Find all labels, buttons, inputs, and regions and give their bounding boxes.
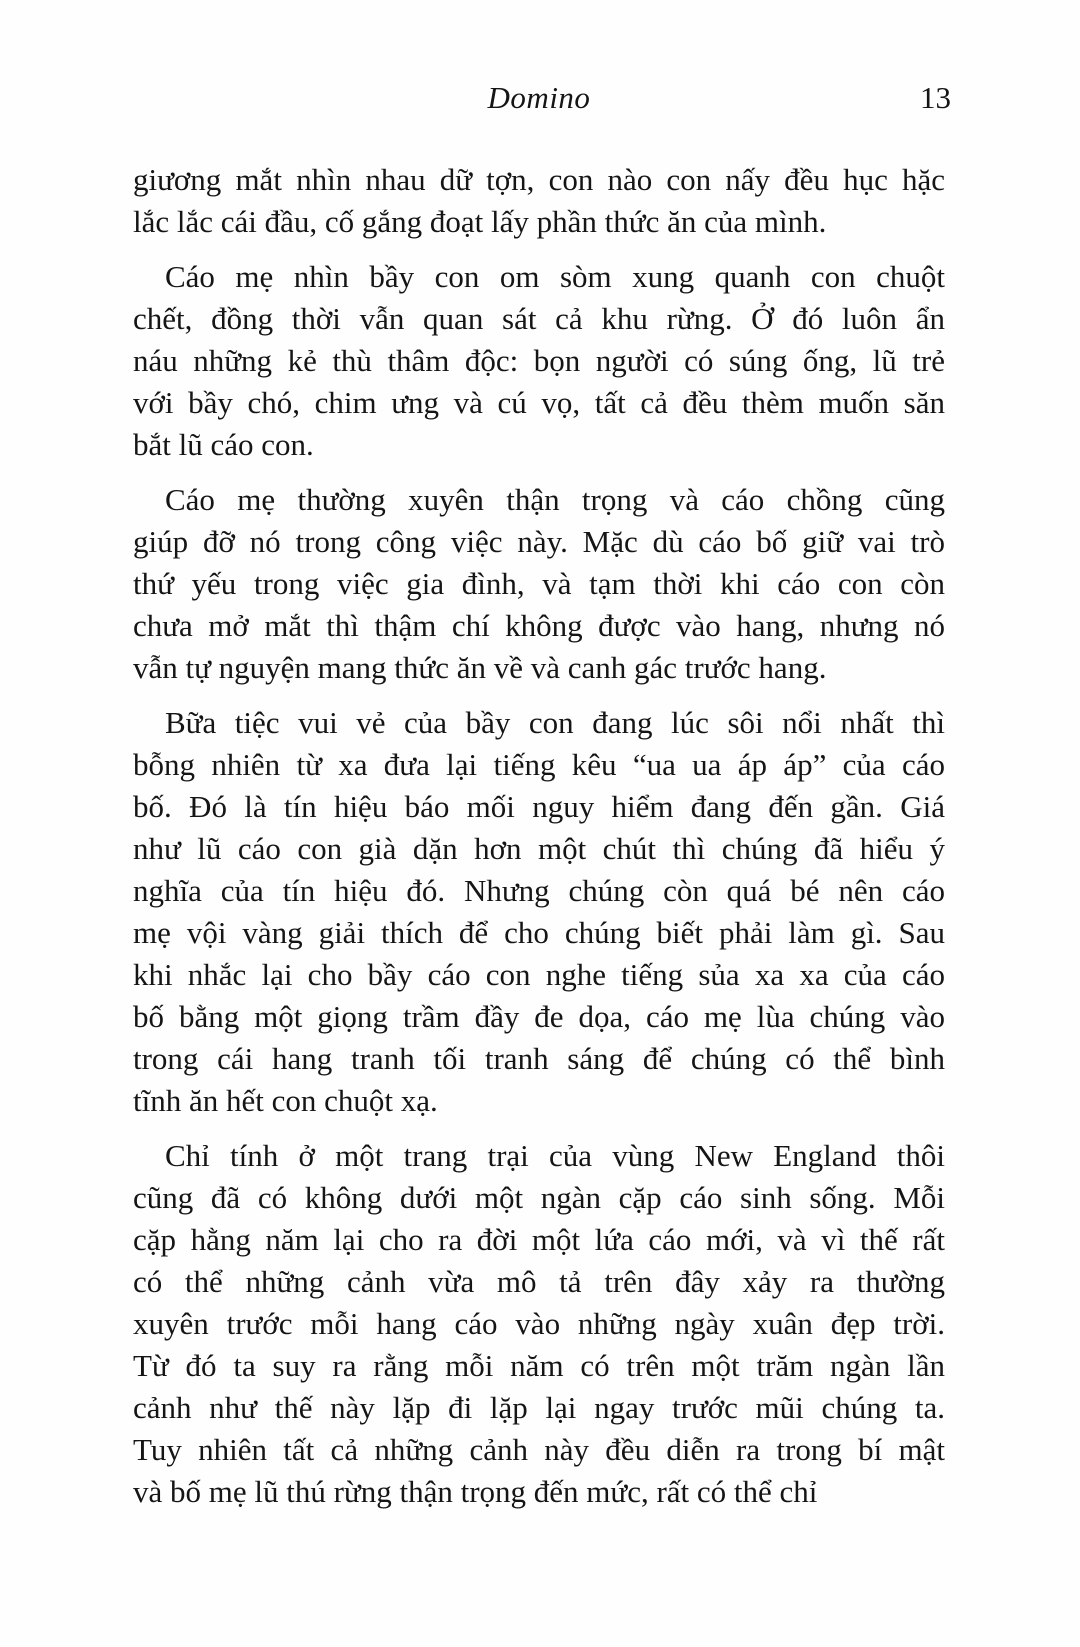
text-line: xuyên trước mỗi hang cáo vào những ngày xuân đẹp trời.: [133, 1306, 945, 1341]
text-line: Cáo mẹ thường xuyên thận trọng và cáo chồng cũng: [165, 482, 945, 517]
text-line: nghĩa của tín hiệu đó. Nhưng chúng còn quá bé nên cáo: [133, 873, 945, 908]
text-line: bố. Đó là tín hiệu báo mối nguy hiểm đang đến gần. Giá: [133, 789, 945, 824]
paragraph: [133, 479, 945, 689]
text-line: mẹ vội vàng giải thích để cho chúng biết phải làm gì. Sau: [133, 915, 945, 950]
text-line: bắt lũ cáo con.: [133, 427, 314, 462]
text-line: vẫn tự nguyện mang thức ăn về và canh gác trước hang.: [133, 650, 827, 685]
text-block: [133, 0, 951, 1647]
text-line: tĩnh ăn hết con chuột xạ.: [133, 1083, 438, 1118]
text-line: lắc lắc cái đầu, cố gắng đoạt lấy phần thức ăn của mình.: [133, 204, 827, 239]
running-title: Domino: [487, 80, 591, 115]
paragraph: [133, 702, 945, 1122]
text-line: giúp đỡ nó trong công việc này. Mặc dù cáo bố giữ vai trò: [133, 524, 945, 559]
text-line: chưa mở mắt thì thậm chí không được vào hang, nhưng nó: [133, 608, 945, 643]
text-line: với bầy chó, chim ưng và cú vọ, tất cả đều thèm muốn săn: [133, 385, 945, 420]
text-line: cảnh như thế này lặp đi lặp lại ngay trước mũi chúng ta.: [133, 1390, 945, 1425]
text-line: náu những kẻ thù thâm độc: bọn người có súng ống, lũ trẻ: [133, 343, 945, 378]
text-line: Chỉ tính ở một trang trại của vùng New England thôi: [165, 1138, 945, 1173]
page-number: 13: [920, 80, 951, 115]
running-header: [133, 78, 951, 118]
paragraph: [133, 256, 945, 466]
text-line: Cáo mẹ nhìn bầy con om sòm xung quanh con chuột: [165, 259, 945, 294]
text-line: cũng đã có không dưới một ngàn cặp cáo sinh sống. Mỗi: [133, 1180, 945, 1215]
paragraph: [133, 1135, 945, 1513]
text-line: thứ yếu trong việc gia đình, và tạm thời khi cáo con còn: [133, 566, 945, 601]
text-line: trong cái hang tranh tối tranh sáng để chúng có thể bình: [133, 1041, 945, 1076]
text-line: giương mắt nhìn nhau dữ tợn, con nào con nấy đều hục hặc: [133, 162, 945, 197]
text-line: chết, đồng thời vẫn quan sát cả khu rừng. Ở đó luôn ẩn: [133, 301, 945, 336]
text-line: và bố mẹ lũ thú rừng thận trọng đến mức, rất có thể chỉ: [133, 1474, 818, 1509]
text-line: cặp hằng năm lại cho ra đời một lứa cáo mới, và vì thế rất: [133, 1222, 945, 1257]
paragraph: [133, 159, 945, 243]
page-body: [133, 159, 945, 1513]
text-line: bỗng nhiên từ xa đưa lại tiếng kêu “ua ua áp áp” của cáo: [133, 747, 945, 782]
text-line: có thể những cảnh vừa mô tả trên đây xảy ra thường: [133, 1264, 945, 1299]
text-line: khi nhắc lại cho bầy cáo con nghe tiếng sủa xa xa của cáo: [133, 957, 945, 992]
text-line: Bữa tiệc vui vẻ của bầy con đang lúc sôi nổi nhất thì: [165, 705, 945, 740]
text-line: như lũ cáo con già dặn hơn một chút thì chúng đã hiểu ý: [133, 831, 945, 866]
text-line: bố bằng một giọng trầm đầy đe dọa, cáo mẹ lùa chúng vào: [133, 999, 945, 1034]
text-line: Tuy nhiên tất cả những cảnh này đều diễn ra trong bí mật: [133, 1432, 945, 1467]
text-line: Từ đó ta suy ra rằng mỗi năm có trên một trăm ngàn lần: [133, 1348, 945, 1383]
